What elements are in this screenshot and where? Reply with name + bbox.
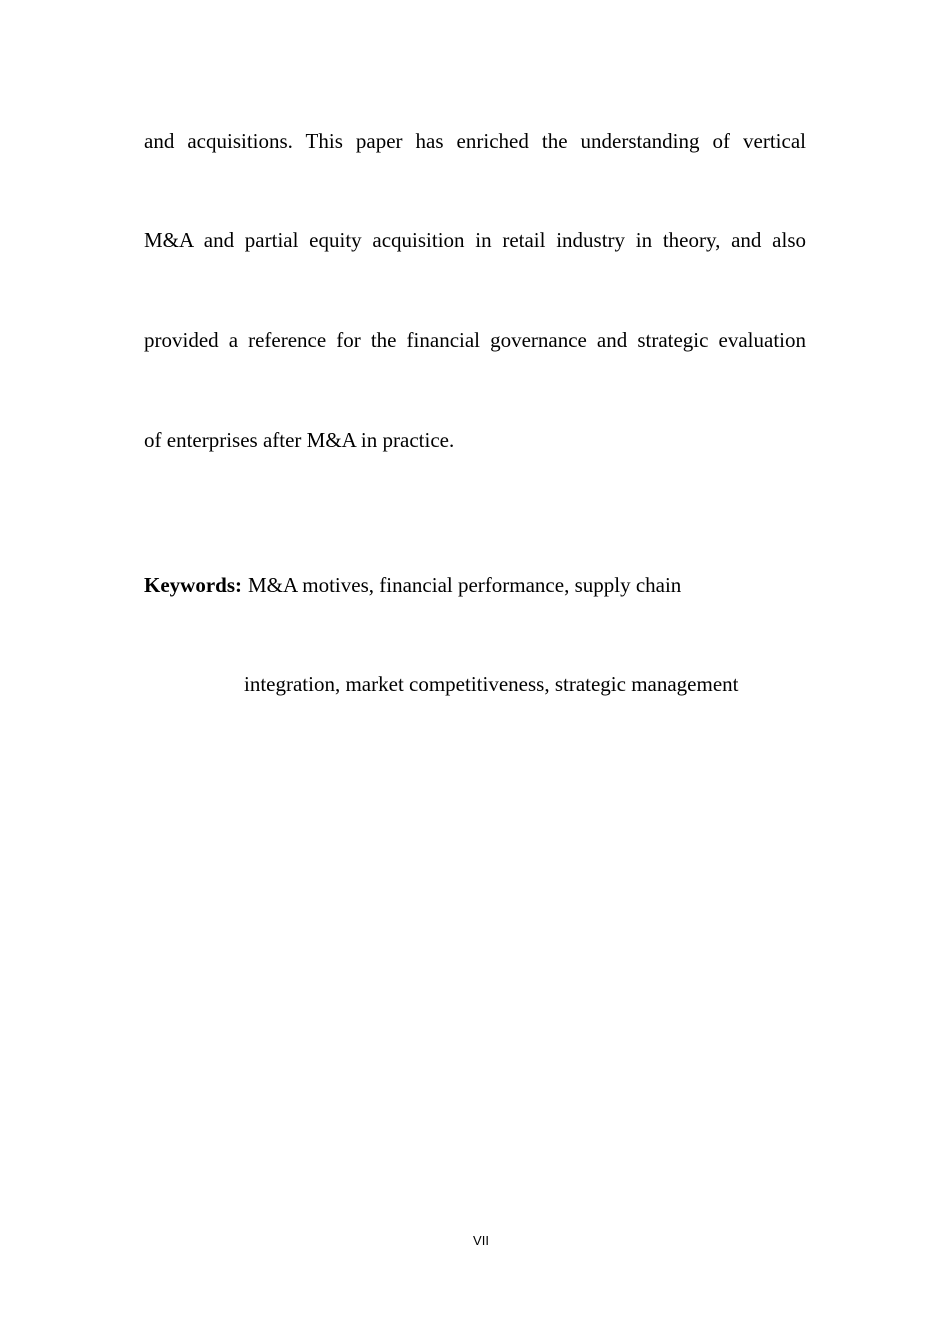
abstract-line-2: M&A and partial equity acquisition in retail industry in theory, and also	[144, 228, 806, 252]
abstract-line-1: and acquisitions. This paper has enriched the understanding of vertical	[144, 129, 806, 153]
keywords-label: Keywords:	[144, 573, 242, 597]
keywords-text-1: M&A motives, financial performance, supply chain	[248, 573, 682, 597]
abstract-line-3: provided a reference for the financial governance and strategic evaluation	[144, 328, 806, 352]
page-number: VII	[473, 1233, 489, 1248]
keywords-line-2: integration, market competitiveness, strategic management	[244, 672, 739, 696]
abstract-line-4: of enterprises after M&A in practice.	[144, 428, 455, 452]
keywords-line-1	[144, 572, 806, 598]
